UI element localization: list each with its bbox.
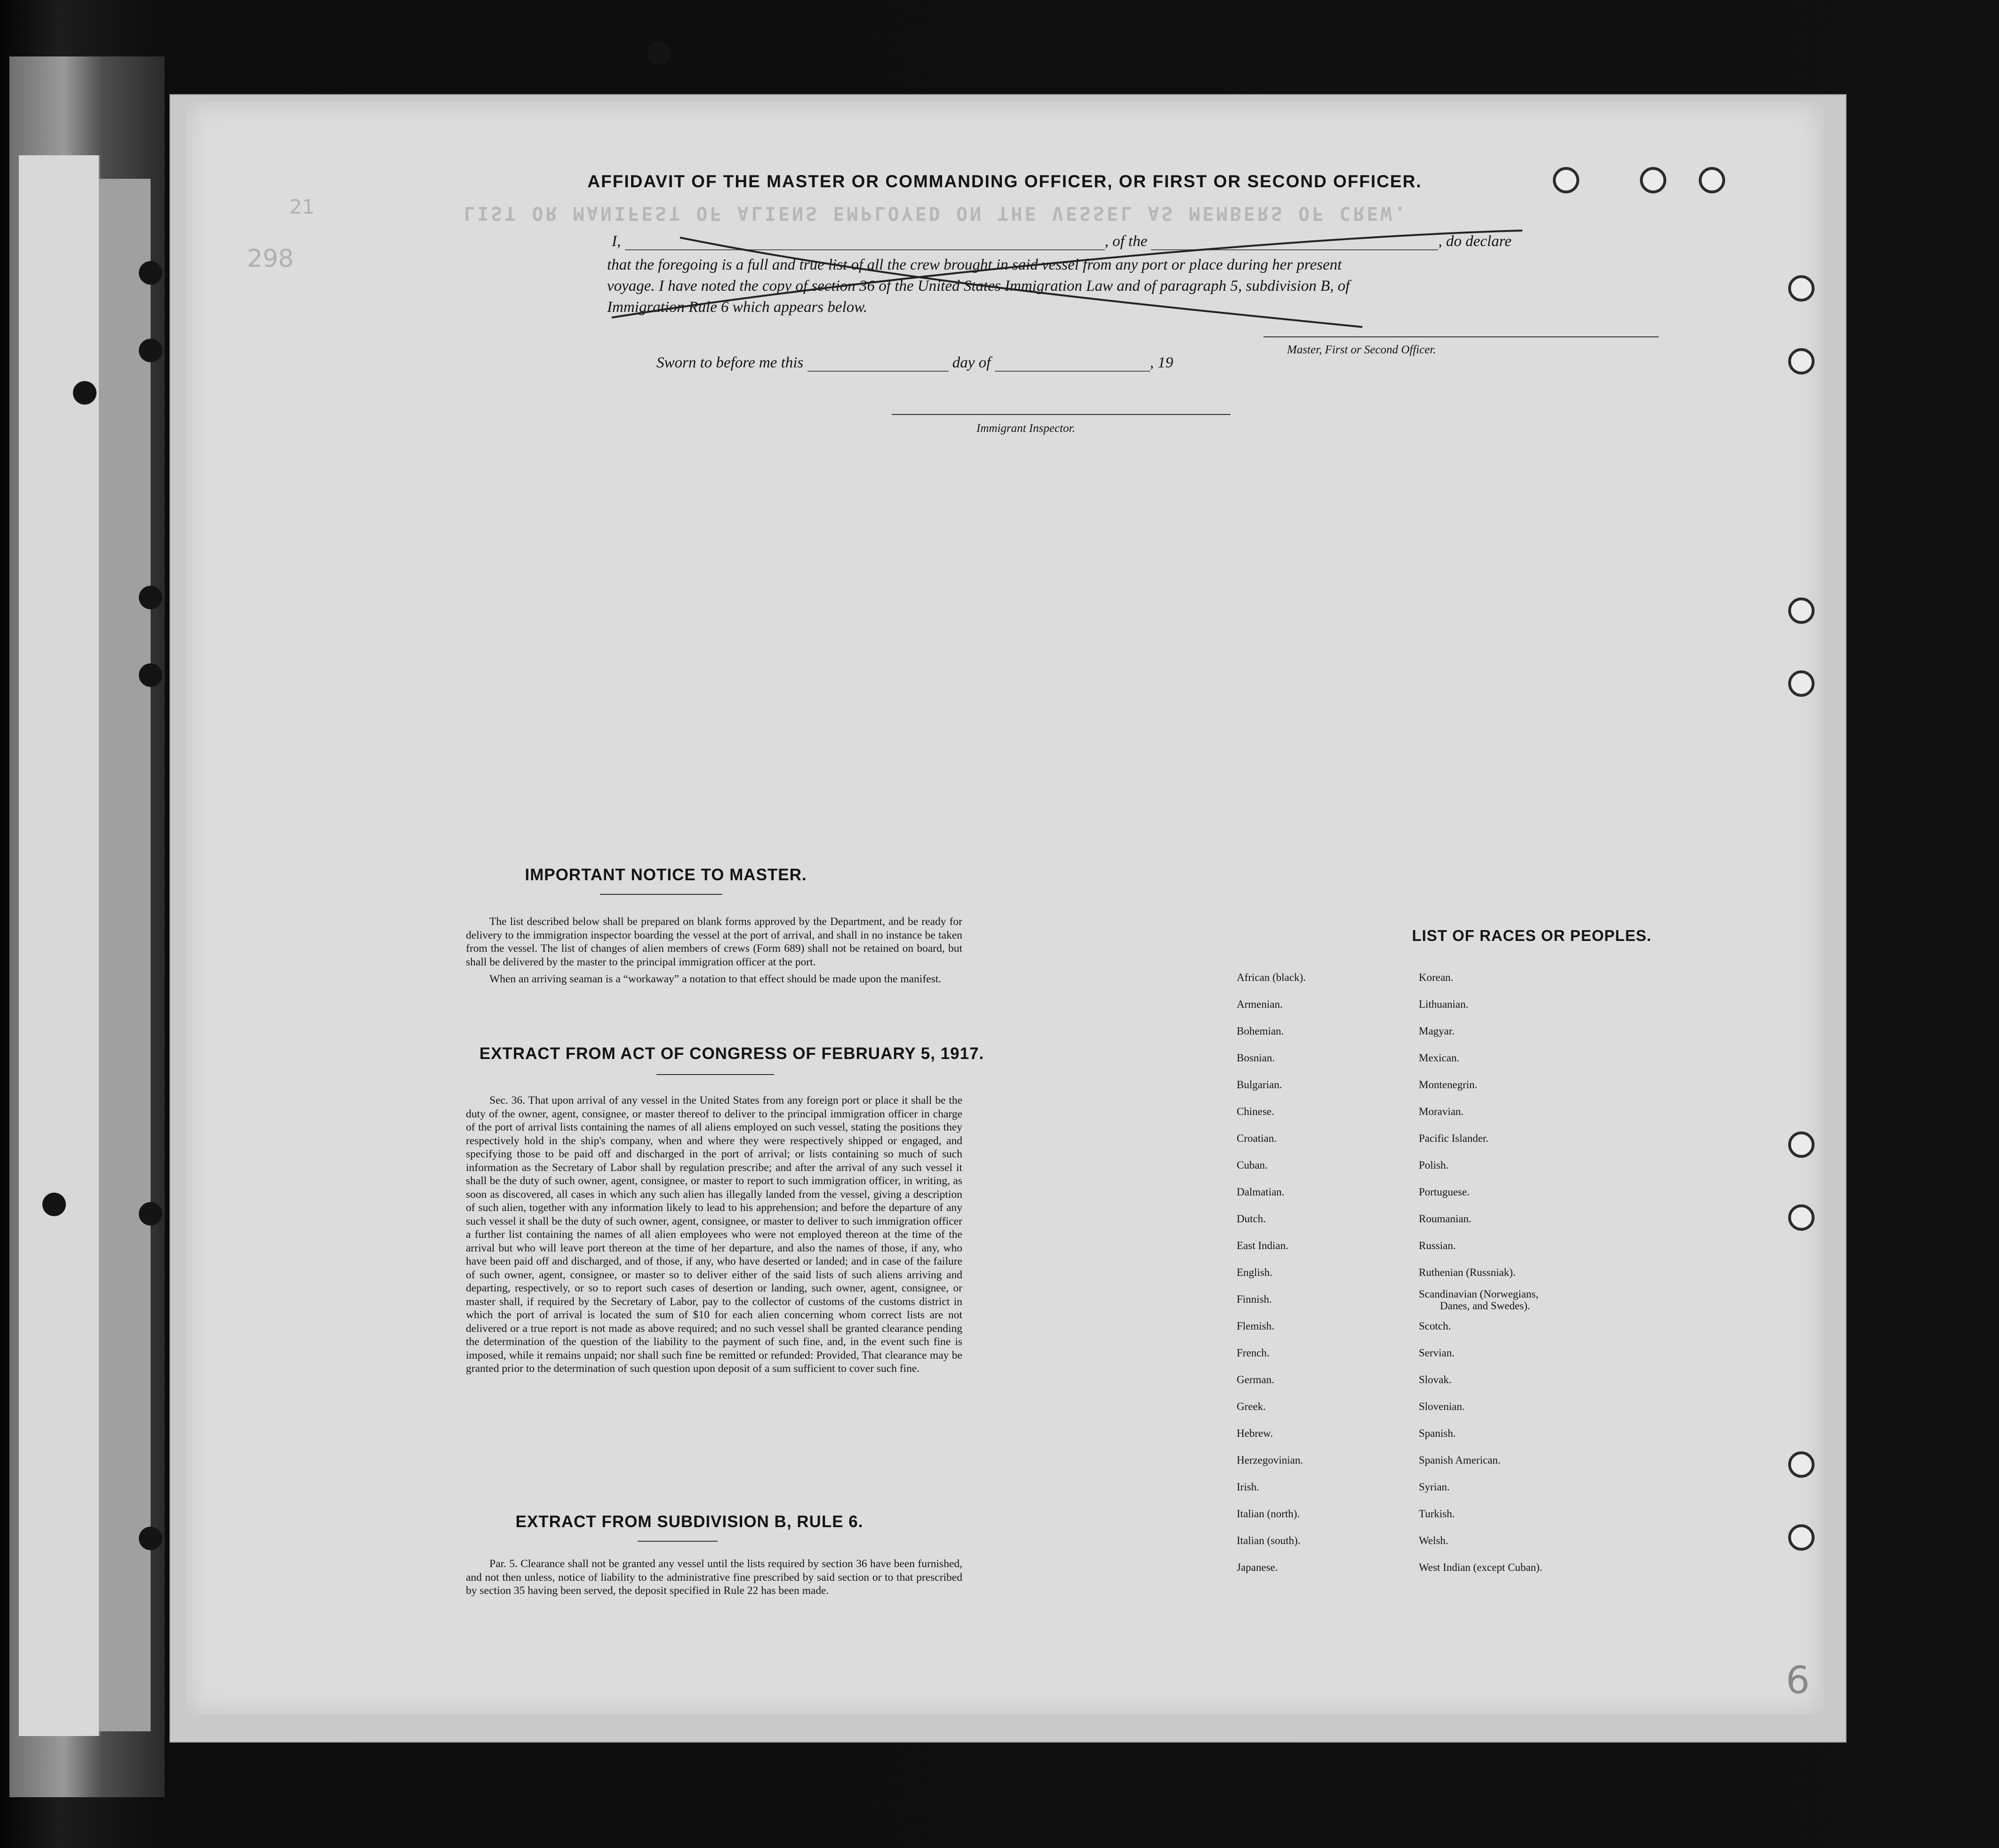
i-label: I, xyxy=(612,233,621,250)
race-entry: East Indian. xyxy=(1237,1240,1288,1251)
page-number-mark: 298 xyxy=(247,245,294,273)
race-entry: Italian (north). xyxy=(1237,1508,1300,1520)
corner-mark: 6 xyxy=(1786,1658,1810,1702)
notice-title: IMPORTANT NOTICE TO MASTER. xyxy=(525,866,807,884)
affidavit-page xyxy=(186,101,1823,1715)
race-entry: Dutch. xyxy=(1237,1213,1266,1225)
race-entry: French. xyxy=(1237,1347,1270,1359)
left-paper-strip-shadow xyxy=(99,179,151,1731)
race-entry: Moravian. xyxy=(1419,1106,1464,1117)
affidavit-line-3: voyage. I have noted the copy of section 36 of the United States Immigration Law and of paragraph 5, subdivision B, of xyxy=(607,278,1350,295)
races-title: LIST OF RACES OR PEOPLES. xyxy=(1412,927,1652,944)
race-entry: Magyar. xyxy=(1419,1025,1455,1037)
rule-extract-body xyxy=(466,1557,962,1601)
race-entry: Herzegovinian. xyxy=(1237,1454,1303,1466)
affidavit-line-1 xyxy=(612,233,1511,250)
binding-hole xyxy=(1788,1204,1815,1231)
race-entry: Syrian. xyxy=(1419,1481,1450,1493)
race-entry: Bosnian. xyxy=(1237,1052,1275,1064)
race-entry: Servian. xyxy=(1419,1347,1455,1359)
race-entry: Portuguese. xyxy=(1419,1186,1470,1198)
race-entry: Lithuanian. xyxy=(1419,998,1469,1010)
notice-paragraph-1: The list described below shall be prepared on blank forms approved by the Department, and be ready for delivery to the immigration inspector boarding the vessel at the port of arrival, and shall in no instance be taken from the vessel. The list of changes of alien members of crews (Form 689) shall not be retained on board, but shall be delivered by the master to the principal immigration officer at the port. xyxy=(466,916,962,968)
binding-hole xyxy=(1788,348,1815,374)
race-entry: Dalmatian. xyxy=(1237,1186,1285,1198)
act-extract-body xyxy=(466,1094,962,1379)
rule-extract-text: Par. 5. Clearance shall not be granted any vessel until the lists required by section 36 have been furnished, and not then unless, notice of liability to the administrative fine prescribed by said section or to that prescribed by section 35 having been served, the deposit specified in Rule 22 has been made. xyxy=(466,1558,962,1597)
inspector-signature-line xyxy=(892,414,1231,415)
race-entry: Spanish American. xyxy=(1419,1454,1501,1466)
race-entry: Spanish. xyxy=(1419,1427,1456,1439)
affidavit-line-4: Immigration Rule 6 which appears below. xyxy=(607,299,868,316)
race-entry: Armenian. xyxy=(1237,998,1283,1010)
act-extract-rule xyxy=(656,1074,774,1075)
binding-hole xyxy=(1788,275,1815,302)
punch-hole xyxy=(139,586,162,609)
punch-hole xyxy=(73,381,96,405)
race-entry: Russian. xyxy=(1419,1240,1456,1251)
punch-hole xyxy=(139,1527,162,1550)
race-entry: Slovenian. xyxy=(1419,1401,1465,1412)
year-label: , 19 xyxy=(1150,354,1174,371)
binding-hole xyxy=(1788,1451,1815,1478)
name-blank xyxy=(625,235,1105,250)
race-entry: Chinese. xyxy=(1237,1106,1274,1117)
race-entry: German. xyxy=(1237,1374,1274,1386)
vessel-blank xyxy=(1151,235,1438,250)
officer-caption: Master, First or Second Officer. xyxy=(1287,343,1436,356)
race-entry: Welsh. xyxy=(1419,1535,1448,1546)
binding-hole xyxy=(1788,1131,1815,1158)
underlying-title: LIST OR MANIFEST OF ALIENS EMPLOYED ON THE VESSEL AS MEMBERS OF CREW. xyxy=(464,202,1408,224)
race-entry: Montenegrin. xyxy=(1419,1079,1478,1091)
punch-hole xyxy=(139,1202,162,1226)
of-the-label: , of the xyxy=(1104,233,1148,250)
notice-rule xyxy=(600,894,722,895)
left-margin-number: 21 xyxy=(289,195,315,218)
sworn-label: Sworn to before me this xyxy=(656,354,804,371)
notice-paragraph-2: When an arriving seaman is a “workaway” a notation to that effect should be made upon the manifest. xyxy=(489,973,942,985)
race-entry: English. xyxy=(1237,1267,1273,1278)
binding-hole xyxy=(1788,597,1815,624)
race-entry: Turkish. xyxy=(1419,1508,1455,1520)
officer-signature-line xyxy=(1263,336,1659,337)
race-entry: Italian (south). xyxy=(1237,1535,1301,1546)
race-entry: Bohemian. xyxy=(1237,1025,1284,1037)
race-entry-continuation: Danes, and Swedes). xyxy=(1440,1300,1530,1312)
binding-hole xyxy=(1788,1524,1815,1551)
inspector-caption: Immigrant Inspector. xyxy=(976,422,1075,435)
race-entry: Scandinavian (Norwegians, xyxy=(1419,1288,1539,1300)
act-extract-text: Sec. 36. That upon arrival of any vessel in the United States from any foreign port or place it shall be the duty of the owner, agent, consignee, or master thereof to deliver to the principal immigration officer in charge of the port of arrival lists containing the names of all aliens employed on such vessel, stating the positions they respectively hold in the ship's company, when and where they were respectively shipped or engaged, and specifying those to be paid off and discharged in the port of arrival; or lists containing so much of such information as the Secretary of Labor shall by regulation prescribe; and after the arrival of any such vessel it shall be the duty of such owner, agent, consignee, or master to report to such immigration officer, in writing, as soon as discovered, all cases in which any such alien has illegally landed from the vessel, giving a description of such alien, together with any information likely to lead to his apprehension; and before the departure of any such vessel it shall be the duty of such owner, agent, consignee, or master to deliver to such immigration officer a further list containing the names of all alien employees who were not employed thereon at the time of the arrival but who will leave port thereon at the time of her departure, and also the names of those, if any, who have been paid off and discharged, and of those, if any, who have deserted or landed; and in case of the failure of such owner, agent, consignee, or master so to deliver either of the said lists of such aliens arriving and departing, respectively, or so to report such cases of desertion or landing, such owner, agent, consignee, or master shall, if required by the Secretary of Labor, pay to the collector of customs of the customs district in which the port of arrival is located the sum of $10 for each alien concerning whom correct lists are not delivered or a true report is not made as above required; and no such vessel shall be granted clearance pending the determination of the question of the liability to the payment of such fine, and, in the event such fine is imposed, while it remains unpaid; nor shall such fine be remitted or refunded: Provided, That clearance may be granted prior to the determination of such question upon deposit of a sum sufficient to cover such fine. xyxy=(466,1094,962,1375)
race-entry: Slovak. xyxy=(1419,1374,1452,1386)
month-blank xyxy=(995,357,1150,372)
race-entry: Croatian. xyxy=(1237,1132,1277,1144)
rule-extract-title: EXTRACT FROM SUBDIVISION B, RULE 6. xyxy=(515,1513,864,1531)
affidavit-line-2: that the foregoing is a full and true list of all the crew brought in said vessel from any port or place during her present xyxy=(607,256,1342,273)
race-entry: Bulgarian. xyxy=(1237,1079,1282,1091)
punch-hole xyxy=(139,261,162,285)
race-entry: Hebrew. xyxy=(1237,1427,1273,1439)
punch-hole xyxy=(139,663,162,687)
act-extract-title: EXTRACT FROM ACT OF CONGRESS OF FEBRUARY 5, 1917. xyxy=(479,1044,984,1063)
race-entry: Flemish. xyxy=(1237,1320,1274,1332)
race-entry: African (black). xyxy=(1237,972,1306,983)
race-entry: Scotch. xyxy=(1419,1320,1451,1332)
race-entry: Cuban. xyxy=(1237,1159,1268,1171)
race-entry: Mexican. xyxy=(1419,1052,1460,1064)
race-entry: Pacific Islander. xyxy=(1419,1132,1489,1144)
race-entry: Finnish. xyxy=(1237,1293,1272,1305)
day-of-label: day of xyxy=(952,354,991,371)
race-entry: West Indian (except Cuban). xyxy=(1419,1561,1543,1573)
race-entry: Greek. xyxy=(1237,1401,1266,1412)
day-blank xyxy=(808,357,949,372)
declare-label: , do declare xyxy=(1438,233,1511,250)
page-title: AFFIDAVIT OF THE MASTER OR COMMANDING OFFICER, OR FIRST OR SECOND OFFICER. xyxy=(587,172,1422,191)
binding-hole xyxy=(1788,670,1815,697)
race-entry: Japanese. xyxy=(1237,1561,1278,1573)
race-entry: Roumanian. xyxy=(1419,1213,1471,1225)
race-entry: Polish. xyxy=(1419,1159,1449,1171)
race-entry: Irish. xyxy=(1237,1481,1259,1493)
punch-hole xyxy=(139,339,162,362)
punch-hole xyxy=(42,1193,66,1216)
race-entry: Korean. xyxy=(1419,972,1454,983)
punch-hole xyxy=(647,41,671,65)
sworn-line xyxy=(656,354,1173,372)
race-entry: Ruthenian (Russniak). xyxy=(1419,1267,1516,1278)
notice-body xyxy=(466,915,962,990)
cross-out-mark xyxy=(186,101,1823,1715)
rule-extract-rule xyxy=(638,1541,718,1542)
